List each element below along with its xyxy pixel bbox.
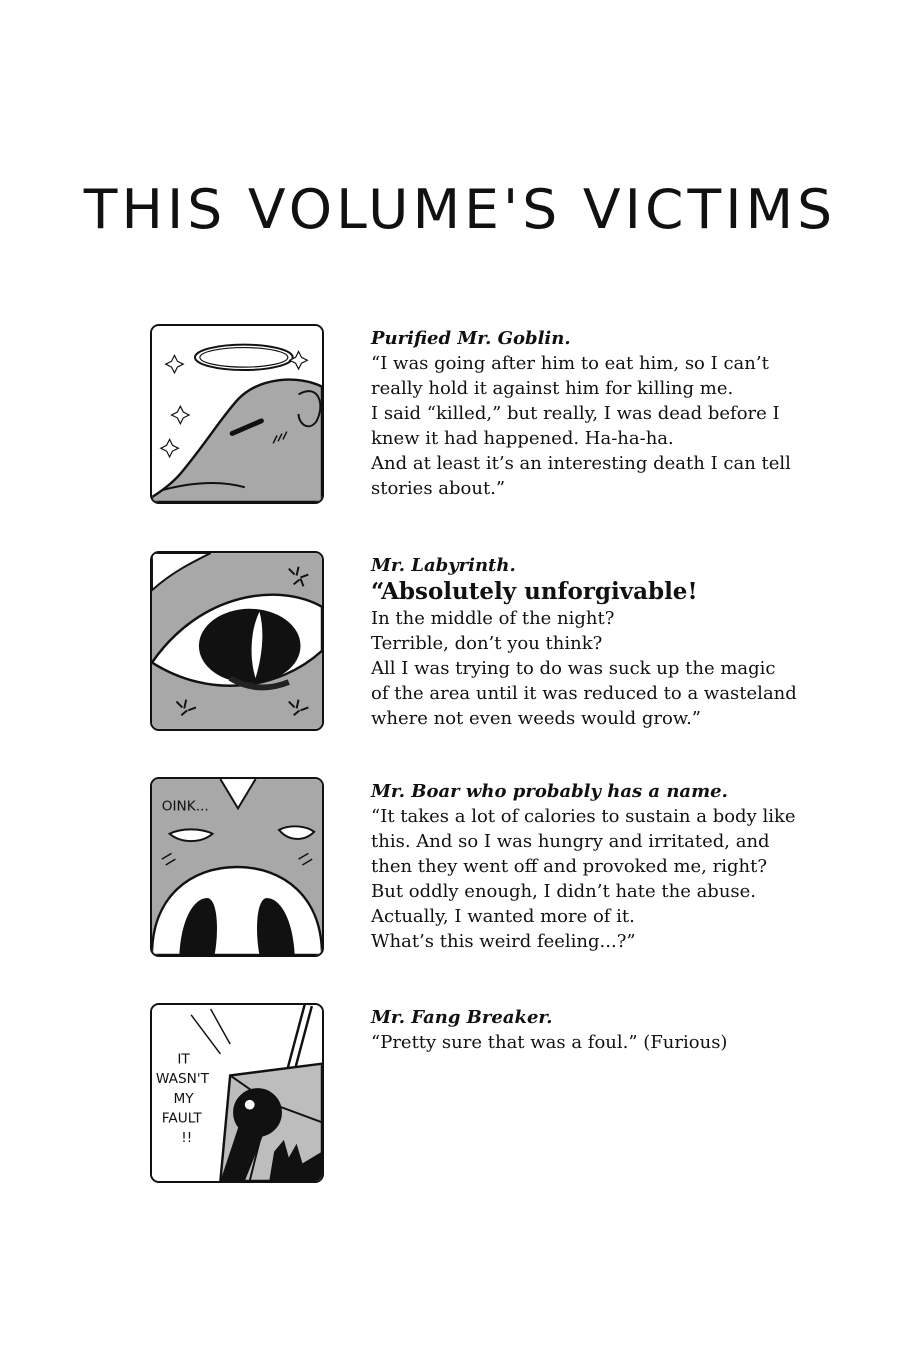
quote-line: “I was going after him to eat him, so I can’t <box>371 353 769 374</box>
quote-line: really hold it against him for killing me. <box>371 378 734 399</box>
panel-sfx-line: !! <box>181 1129 193 1146</box>
quote-line: stories about.” <box>371 478 506 499</box>
panel-sfx-text: OINK... <box>161 798 209 815</box>
panel-sfx-line: FAULT <box>161 1110 202 1127</box>
quote-line: “It takes a lot of calories to sustain a body like <box>371 806 796 827</box>
victim-entry-goblin <box>150 324 830 506</box>
quote-line: What’s this weird feeling...?” <box>371 931 636 952</box>
quote-line: But oddly enough, I didn’t hate the abuse. <box>371 881 757 902</box>
fang-breaker-weapon-icon <box>150 1003 324 1183</box>
victim-name: Mr. Labyrinth. <box>371 555 516 576</box>
quote-line: In the middle of the night? <box>371 608 615 629</box>
panel-sfx-line: IT <box>177 1051 190 1068</box>
quote-line: where not even weeds would grow.” <box>371 708 701 729</box>
victim-name: Mr. Boar who probably has a name. <box>371 781 728 802</box>
victim-text-fang-breaker <box>371 1005 831 1055</box>
page-title: THIS VOLUME'S VICTIMS <box>83 178 837 241</box>
victim-name: Purified Mr. Goblin. <box>371 328 571 349</box>
quote-line: of the area until it was reduced to a wasteland <box>371 683 797 704</box>
quote-line: All I was trying to do was suck up the magic <box>371 658 776 679</box>
boar-snout-icon <box>150 777 324 957</box>
quote-line: then they went off and provoked me, right? <box>371 856 767 877</box>
panel-sfx-line: MY <box>173 1090 194 1107</box>
victim-text-boar <box>371 779 831 954</box>
quote-line: And at least it’s an interesting death I can tell <box>371 453 791 474</box>
angry-eye-icon <box>150 551 324 731</box>
victim-name: Mr. Fang Breaker. <box>371 1007 553 1028</box>
quote-line: knew it had happened. Ha-ha-ha. <box>371 428 674 449</box>
victim-text-labyrinth <box>371 553 831 731</box>
victim-entry-labyrinth <box>150 551 830 733</box>
quote-line: this. And so I was hungry and irritated, and <box>371 831 770 852</box>
quote-line: “Pretty sure that was a foul.” (Furious) <box>371 1032 728 1053</box>
quote-line: Terrible, don’t you think? <box>371 633 603 654</box>
quote-headline: “Absolutely unforgivable! <box>371 578 698 605</box>
victim-entry-fang-breaker <box>150 1003 830 1185</box>
quote-line: Actually, I wanted more of it. <box>371 906 635 927</box>
quote-line: I said “killed,” but really, I was dead before I <box>371 403 780 424</box>
victim-text-goblin <box>371 326 831 501</box>
victim-entry-boar <box>150 777 830 959</box>
panel-sfx-line: WASN'T <box>155 1071 209 1088</box>
goblin-halo-icon <box>150 324 324 504</box>
